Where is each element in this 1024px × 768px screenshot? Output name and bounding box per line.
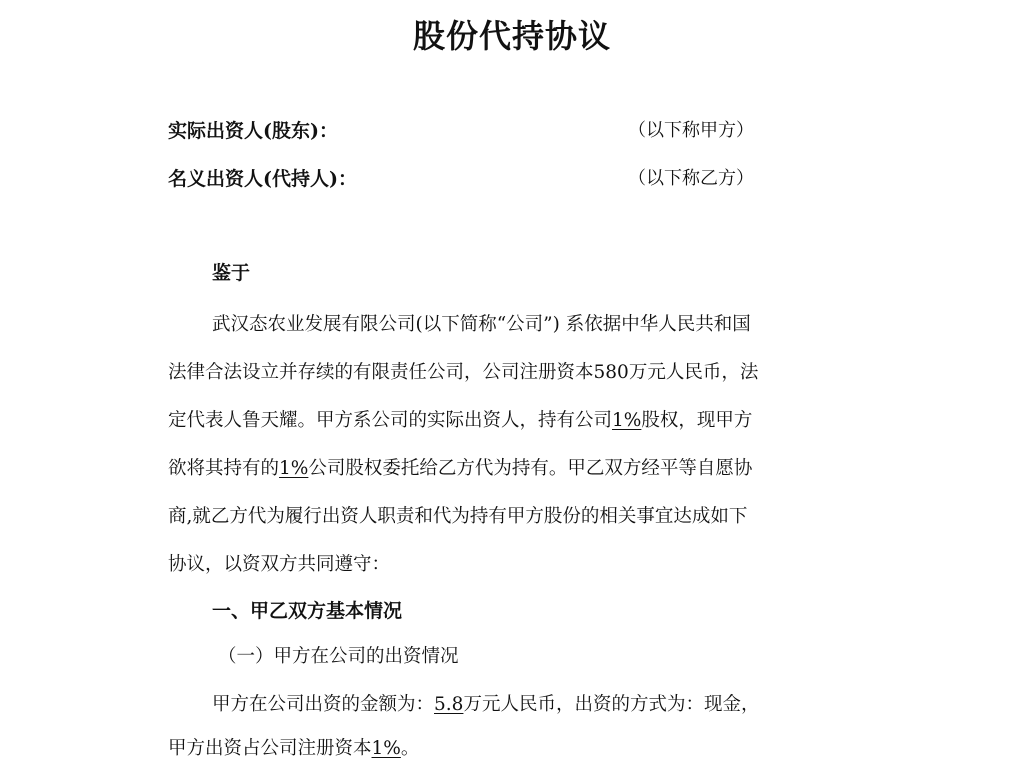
intro-line-3 — [168, 406, 752, 436]
intro-line-1: 武汉态农业发展有限公司(以下简称“公司”) 系依据中华人民共和国 — [212, 314, 751, 335]
capital-line-1-part-c: 万元人民币，出资的方式为：现金， — [463, 694, 760, 715]
intro-line-4-part-a: 欲将其持有的 — [168, 458, 280, 479]
intro-line-3-part-a: 定代表人鲁天耀。甲方系公司的实际出资人，持有公司 — [168, 410, 613, 431]
subsection-1-heading: （一）甲方在公司的出资情况 — [218, 646, 459, 667]
capital-line-2-part-c: 。 — [400, 738, 420, 759]
intro-line-6: 协议，以资双方共同遵守： — [168, 554, 391, 575]
capital-percent-underlined: 1% — [371, 738, 401, 759]
capital-line-2-part-a: 甲方出资占公司注册资本 — [168, 738, 372, 759]
intro-line-5: 商,就乙方代为履行出资人职责和代为持有甲方股份的相关事宜达成如下 — [168, 506, 748, 527]
capital-amount-underlined: 5.8 — [434, 694, 464, 715]
party-a-note: （以下称甲方） — [628, 120, 754, 141]
entrusted-percent-underlined: 1% — [279, 458, 309, 479]
party-b-row — [168, 164, 868, 194]
party-b-label: 名义出资人(代持人)： — [168, 168, 357, 190]
whereas-heading: 鉴于 — [212, 262, 251, 284]
party-b-note: （以下称乙方） — [628, 168, 754, 189]
intro-line-4 — [168, 454, 752, 484]
intro-line-2: 法律合法设立并存续的有限责任公司，公司注册资本580万元人民币，法 — [168, 362, 759, 383]
party-a-label: 实际出资人(股东)： — [168, 120, 338, 142]
party-a-row — [168, 116, 868, 146]
intro-line-4-part-c: 公司股权委托给乙方代为持有。甲乙双方经平等自愿协 — [308, 458, 753, 479]
capital-line-2 — [168, 734, 419, 764]
document-title: 股份代持协议 — [412, 17, 611, 55]
capital-line-1 — [212, 690, 759, 720]
capital-line-1-part-a: 甲方在公司出资的金额为： — [212, 694, 435, 715]
section-1-heading: 一、甲乙双方基本情况 — [212, 600, 403, 622]
intro-line-3-part-c: 股权，现甲方 — [641, 410, 753, 431]
share-percent-underlined: 1% — [612, 410, 642, 431]
